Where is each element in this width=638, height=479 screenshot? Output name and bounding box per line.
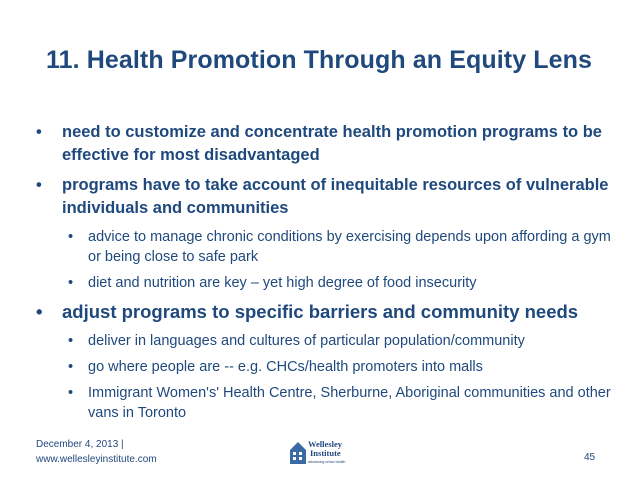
- bullet-marker: •: [36, 176, 42, 194]
- sub-bullet-marker: •: [68, 359, 74, 375]
- sub-bullet-text: go where people are -- e.g. CHCs/health promoters into malls: [88, 359, 483, 375]
- sub-bullet-marker: •: [68, 229, 74, 245]
- sub-bullet-text: Immigrant Women's' Health Centre, Sherburne, Aboriginal communities and other vans in Toronto: [88, 385, 611, 421]
- bullet-text: adjust programs to specific barriers and community needs: [62, 301, 579, 322]
- slide-title: 11. Health Promotion Through an Equity Lens: [45, 46, 592, 74]
- bullet-list: [36, 121, 616, 429]
- sub-bullet-marker: •: [68, 385, 74, 401]
- bullet-item-3: [36, 299, 616, 324]
- footer-date-website: [36, 437, 157, 467]
- sub-bullet-item-2-2: [36, 273, 616, 293]
- footer-date: December 4, 2013 |: [36, 439, 124, 450]
- bullet-text: need to customize and concentrate health promotion programs to be effective for most disadvantaged: [62, 123, 602, 164]
- sub-bullet-item-3-3: [36, 383, 616, 423]
- logo-name-2: Institute: [310, 448, 341, 458]
- sub-bullet-text: deliver in languages and cultures of particular population/community: [88, 333, 525, 349]
- sub-bullet-marker: •: [68, 275, 74, 291]
- bullet-marker: •: [36, 301, 43, 322]
- sub-bullet-item-3-1: [36, 331, 616, 351]
- sub-bullet-text: advice to manage chronic conditions by exercising depends upon affording a gym or being close to safe park: [88, 229, 611, 265]
- footer-website: www.wellesleyinstitute.com: [36, 454, 157, 465]
- sub-bullet-marker: •: [68, 333, 74, 349]
- bullet-text: programs have to take account of inequitable resources of vulnerable individuals and communities: [62, 176, 609, 217]
- sub-bullet-item-2-1: [36, 227, 616, 267]
- sub-bullet-text: diet and nutrition are key – yet high degree of food insecurity: [88, 275, 477, 291]
- bullet-item-2: [36, 174, 616, 220]
- page-number: 45: [584, 452, 596, 463]
- logo-name: Wellesley: [308, 439, 342, 449]
- sub-bullet-item-3-2: [36, 357, 616, 377]
- bullet-item-1: [36, 121, 616, 167]
- bullet-marker: •: [36, 123, 42, 141]
- logo-tagline: advancing urban health: [308, 460, 346, 464]
- wellesley-institute-logo: [288, 436, 360, 468]
